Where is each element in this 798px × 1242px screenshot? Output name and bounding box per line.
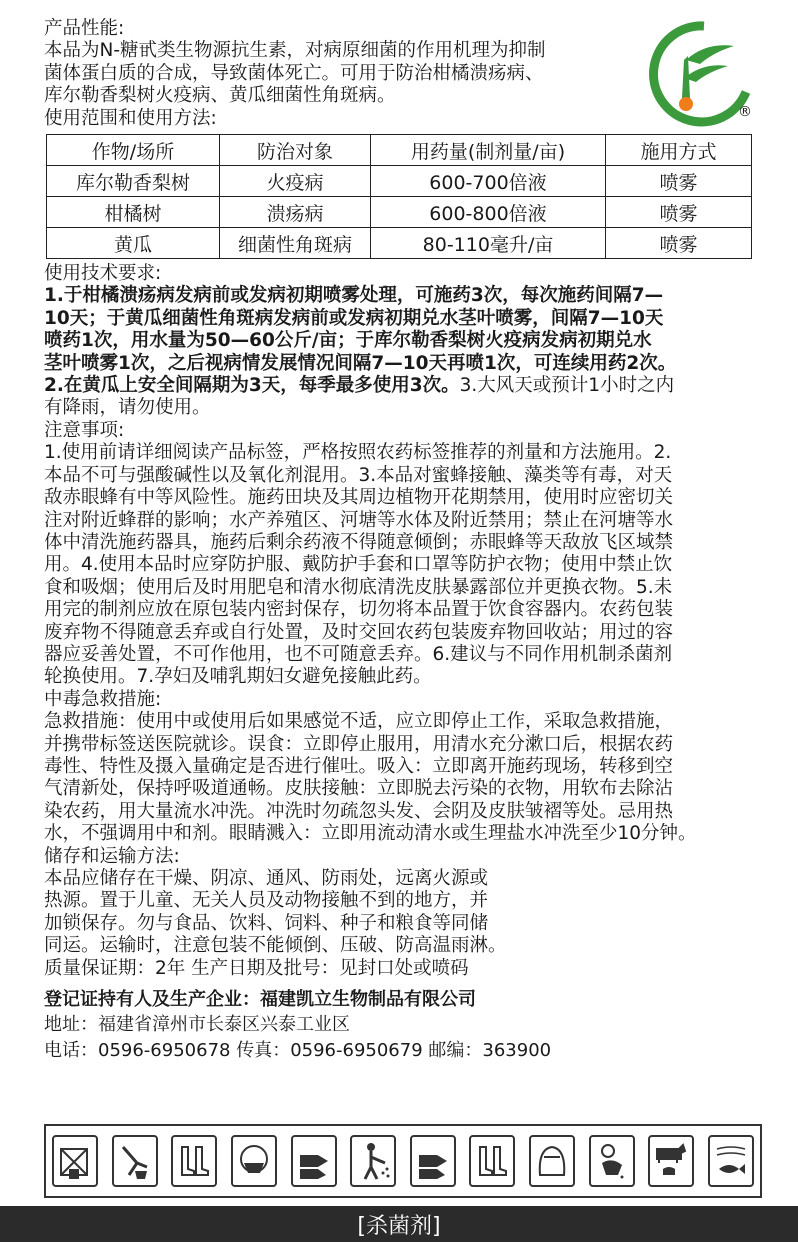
storage-line: 加锁保存。勿与食品、饮料、饲料、种子和粮食等同储 — [44, 912, 489, 934]
locked-storage-icon — [52, 1135, 98, 1187]
storage-line: 本品应储存在干燥、阴凉、通风、防雨处，远离火源或 — [44, 868, 489, 889]
notice-line: 体中清洗施药器具，施药后剩余药液不得随意倾倒；赤眼蜂等天敌放飞区域禁 — [44, 531, 674, 553]
firstaid-heading: 中毒急救措施: — [44, 688, 162, 710]
performance-heading: 产品性能: — [44, 18, 125, 39]
usage-table-header — [47, 135, 752, 166]
cell-crop: 库尔勒香梨树 — [47, 166, 220, 197]
livestock-poison-icon — [648, 1135, 694, 1187]
notice-line: 注对附近蜂群的影响；水产养殖区、河塘等水体及附近禁用；禁止在河塘等水 — [44, 509, 674, 531]
cell-dosage: 600-800倍液 — [371, 197, 606, 228]
company-address: 地址：福建省漳州市长泰区兴泰工业区 — [44, 1014, 350, 1036]
notice-line: 1.使用前请详细阅读产品标签，严格按照农药标签推荐的剂量和方法施用。2. — [44, 442, 672, 464]
column-header-method: 施用方式 — [606, 135, 752, 166]
cell-method: 喷雾 — [606, 166, 752, 197]
technical-line: 10天；于黄瓜细菌性角斑病发病前或发病初期兑水茎叶喷雾，间隔7—10天 — [44, 307, 664, 329]
storage-line: 同运。运输时，注意包装不能倾倒、压破、防高温雨淋。 — [44, 935, 507, 957]
cell-dosage: 80-110毫升/亩 — [371, 228, 606, 259]
usage-heading: 使用范围和使用方法: — [44, 107, 217, 129]
performance-text-line: 库尔勒香梨树火疫病、黄瓜细菌性角斑病。 — [44, 85, 396, 107]
gloves-icon — [410, 1135, 456, 1187]
registrant-company: 登记证持有人及生产企业：福建凯立生物制品有限公司 — [44, 989, 476, 1011]
weather-warning-text: 3.大风天或预计1小时之内 — [459, 375, 675, 397]
mask-icon — [231, 1135, 277, 1187]
cell-crop: 黄瓜 — [47, 228, 220, 259]
column-header-crop: 作物/场所 — [47, 135, 220, 166]
storage-line: 热源。置于儿童、无关人员及动物接触不到的地方，并 — [44, 890, 489, 912]
notice-line: 本品不可与强酸碱性以及氧化剂混用。3.本品对蜜蜂接触、藻类等有毒，对天 — [44, 464, 673, 486]
firstaid-line: 气清新处，保持呼吸道通畅。皮肤接触：立即脱去污染的衣物，用软布去除沾 — [44, 778, 674, 800]
boots-icon — [171, 1135, 217, 1187]
column-header-target: 防治对象 — [220, 135, 371, 166]
cell-dosage: 600-700倍液 — [371, 166, 606, 197]
technical-line — [44, 375, 784, 397]
shelf-life-line: 质量保证期：2年 生产日期及批号：见封口处或喷码 — [44, 957, 469, 979]
firstaid-line: 急救措施：使用中或使用后如果感觉不适，应立即停止工作，采取急救措施， — [44, 711, 674, 733]
cell-target: 火疫病 — [220, 166, 371, 197]
mixing-icon — [112, 1135, 158, 1187]
cell-method: 喷雾 — [606, 197, 752, 228]
notice-line: 用完的制剂应放在原包装内密封保存，切勿将本品置于饮食容器内。农药包装 — [44, 599, 674, 621]
safety-pictogram-strip — [44, 1124, 762, 1198]
performance-text-line: 菌体蛋白质的合成，导致菌体死亡。可用于防治柑橘溃疡病、 — [44, 62, 544, 84]
boots-icon — [469, 1135, 515, 1187]
notice-line: 敌赤眼蜂有中等风险性。施药田块及其周边植物开花期禁用，使用时应密切关 — [44, 487, 674, 509]
column-header-dosage: 用药量(制剂量/亩) — [371, 135, 606, 166]
notice-line: 轮换使用。7.孕妇及哺乳期妇女避免接触此药。 — [44, 666, 432, 688]
table-row — [47, 197, 752, 228]
notice-line: 用。4.使用本品时应穿防护服、戴防护手套和口罩等防护衣物；使用中禁止饮 — [44, 554, 673, 576]
cell-crop: 柑橘树 — [47, 197, 220, 228]
technical-line: 茎叶喷雾1次，之后视病情发展情况间隔7—10天再喷1次，可连续用药2次。 — [44, 352, 677, 374]
cell-target: 溃疡病 — [220, 197, 371, 228]
notice-line: 器应妥善处置，不可作他用，也不可随意丢弃。6.建议与不同作用机制杀菌剂 — [44, 643, 673, 665]
technical-line: 有降雨，请勿使用。 — [44, 397, 211, 419]
fish-poison-icon — [708, 1135, 754, 1187]
usage-table — [46, 134, 752, 259]
technical-line: 1.于柑橘溃疡病发病前或发病初期喷雾处理，可施药3次，每次施药间隔7— — [44, 285, 664, 307]
notice-line: 食和吸烟；使用后及时用肥皂和清水彻底清洗皮肤暴露部位并更换衣物。5.未 — [44, 576, 673, 598]
table-row — [47, 228, 752, 259]
safety-interval-text: 2.在黄瓜上安全间隔期为3天，每季最多使用3次。 — [44, 375, 460, 397]
cell-target: 细菌性角斑病 — [220, 228, 371, 259]
firstaid-line: 并携带标签送医院就诊。误食：立即停止服用，用清水充分漱口后，根据农药 — [44, 733, 674, 755]
firstaid-line: 水，不强调用中和剂。眼睛溅入：立即用流动清水或生理盐水冲洗至少10分钟。 — [44, 823, 697, 845]
technical-line: 喷药1次，用水量为50—60公斤/亩；于库尔勒香梨树火疫病发病初期兑水 — [44, 330, 652, 352]
sprayer-icon — [350, 1135, 396, 1187]
storage-heading: 储存和运输方法: — [44, 845, 180, 867]
wash-hands-icon — [589, 1135, 635, 1187]
company-contact: 电话：0596-6950678 传真：0596-6950679 邮编：363900 — [44, 1040, 552, 1062]
registered-mark: ® — [738, 104, 752, 120]
table-row — [47, 166, 752, 197]
category-label: [杀菌剂] — [357, 1213, 441, 1239]
gloves-icon — [291, 1135, 337, 1187]
face-shield-icon — [529, 1135, 575, 1187]
technical-heading: 使用技术要求: — [44, 263, 162, 285]
performance-text-line: 本品为N-糖甙类生物源抗生素，对病原细菌的作用机理为抑制 — [44, 40, 546, 62]
category-band — [0, 1206, 798, 1242]
cell-method: 喷雾 — [606, 228, 752, 259]
notice-line: 废弃物不得随意丢弃或自行处置，及时交回农药包装废弃物回收站；用过的容 — [44, 621, 674, 643]
firstaid-line: 毒性、特性及摄入量确定是否进行催吐。吸入：立即离开施药现场，转移到空 — [44, 755, 674, 777]
notice-heading: 注意事项: — [44, 419, 125, 441]
firstaid-line: 染农药，用大量流水冲洗。冲洗时勿疏忽头发、会阴及皮肤皱褶等处。忌用热 — [44, 800, 674, 822]
